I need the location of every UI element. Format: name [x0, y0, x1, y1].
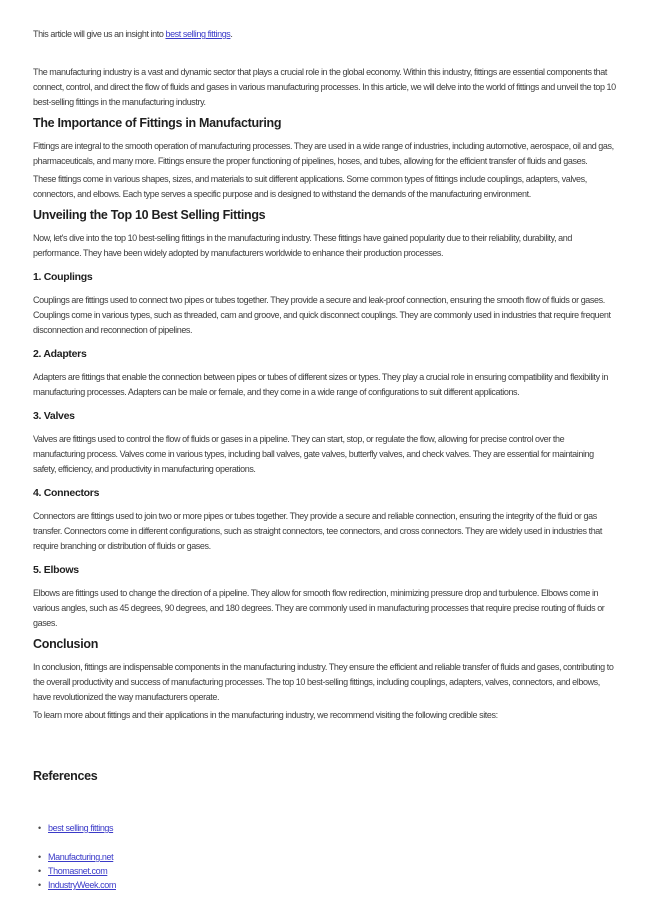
reference-link-manufacturing-net[interactable]: Manufacturing.net [48, 852, 114, 862]
intro-line [33, 27, 617, 42]
fitting-paragraph: Valves are fittings used to control the flow of fluids or gases in a pipeline. They can start, stop, or regulate the flow, allowing for precise control over the manufacturing process. Valves come in various types, including ball valves, gate valves, butterfly valves, and check valves. They are essential for maintaining safety, efficiency, and productivity in manufacturing operations. [33, 434, 594, 474]
section-heading-importance: The Importance of Fittings in Manufacturing [33, 116, 282, 130]
fitting-heading-elbows: 5. Elbows [33, 564, 79, 576]
section-paragraph: Fittings are integral to the smooth operation of manufacturing processes. They are used in a wide range of industries, including automotive, aerospace, oil and gas, pharmaceuticals, and many more. Fittings ensure the proper functioning of pipelines, hoses, and tubes, allowing for the efficient transfer of fluids and gases. [33, 141, 614, 166]
list-item [33, 864, 617, 878]
best-selling-fittings-link[interactable]: best selling fittings [165, 29, 231, 39]
fitting-heading-connectors: 4. Connectors [33, 487, 100, 499]
fitting-paragraph: Elbows are fittings used to change the direction of a pipeline. They allow for smooth flow redirection, minimizing pressure drop and turbulence. Elbows come in various angles, such as 45 degrees, 90 degrees, and 180 degrees. They are commonly used in manufacturing processes that require precise routing of fluids or gases. [33, 588, 605, 628]
conclusion-paragraph: In conclusion, fittings are indispensable components in the manufacturing industry. They ensure the efficient and reliable transfer of fluids and gases, contributing to the overall productivity and success of manufacturing processes. The top 10 best-selling fittings, including couplings, adapters, valves, connectors, and elbows, have revolutionized the way manufacturers operate. [33, 662, 614, 702]
section-paragraph: These fittings come in various shapes, sizes, and materials to suit different applications. Some common types of fittings include couplings, adapters, valves, connectors, and elbows. Each type serves a specific purpose and is designed to withstand the demands of the manufacturing environment. [33, 174, 587, 199]
fitting-paragraph: Couplings are fittings used to connect two pipes or tubes together. They provide a secure and leak-proof connection, ensuring the smooth flow of fluids or gases. Couplings come in various types, such as threaded, cam and groove, and quick disconnect couplings. They are commonly used in industries that require frequent disconnection and reconnection of pipelines. [33, 295, 611, 335]
reference-link-industryweek-com[interactable]: IndustryWeek.com [48, 880, 116, 890]
fitting-paragraph: Connectors are fittings used to join two or more pipes or tubes together. They provide a secure and reliable connection, ensuring the integrity of the fluid or gas transfer. Connectors come in different configurations, such as straight connectors, tee connectors, and cross connectors. They are widely used in industries that require branching or distribution of fluids or gases. [33, 511, 603, 551]
fitting-heading-adapters: 2. Adapters [33, 348, 87, 360]
reference-link-best-selling-fittings[interactable]: best selling fittings [48, 823, 114, 833]
references-heading: References [33, 769, 98, 783]
bullet-icon: • [38, 866, 41, 876]
references-list [33, 821, 617, 892]
bullet-icon: • [38, 852, 41, 862]
reference-link-thomasnet-com[interactable]: Thomasnet.com [48, 866, 108, 876]
list-item [33, 821, 617, 835]
conclusion-heading: Conclusion [33, 637, 99, 651]
fitting-paragraph: Adapters are fittings that enable the connection between pipes or tubes of different sizes or types. They play a crucial role in ensuring compatibility and flexibility in manufacturing processes. Adapters can be male or female, and they come in a wide range of configurations to suit different applications. [33, 372, 608, 397]
bullet-icon: • [38, 880, 41, 890]
intro-suffix: . [230, 29, 233, 39]
intro-prefix: This article will give us an insight into [33, 29, 166, 39]
section-paragraph: Now, let's dive into the top 10 best-selling fittings in the manufacturing industry. These fittings have gained popularity due to their reliability, durability, and performance. They have been widely adopted by manufacturers worldwide to enhance their production processes. [33, 233, 572, 258]
fitting-heading-couplings: 1. Couplings [33, 271, 93, 283]
list-item [33, 878, 617, 892]
list-item [33, 850, 617, 864]
bullet-icon: • [38, 823, 41, 833]
section-heading-unveiling: Unveiling the Top 10 Best Selling Fittings [33, 208, 266, 222]
lead-paragraph: The manufacturing industry is a vast and dynamic sector that plays a crucial role in the global economy. Within this industry, fittings are essential components that connect, control, and direct the flow of fluids and gases in various manufacturing processes. In this article, we will delve into the world of fittings and unveil the top 10 best-selling fittings in the manufacturing industry. [33, 67, 616, 107]
conclusion-follow-up: To learn more about fittings and their applications in the manufacturing industry, we recommend visiting the following credible sites: [33, 710, 498, 720]
fitting-heading-valves: 3. Valves [33, 410, 75, 422]
